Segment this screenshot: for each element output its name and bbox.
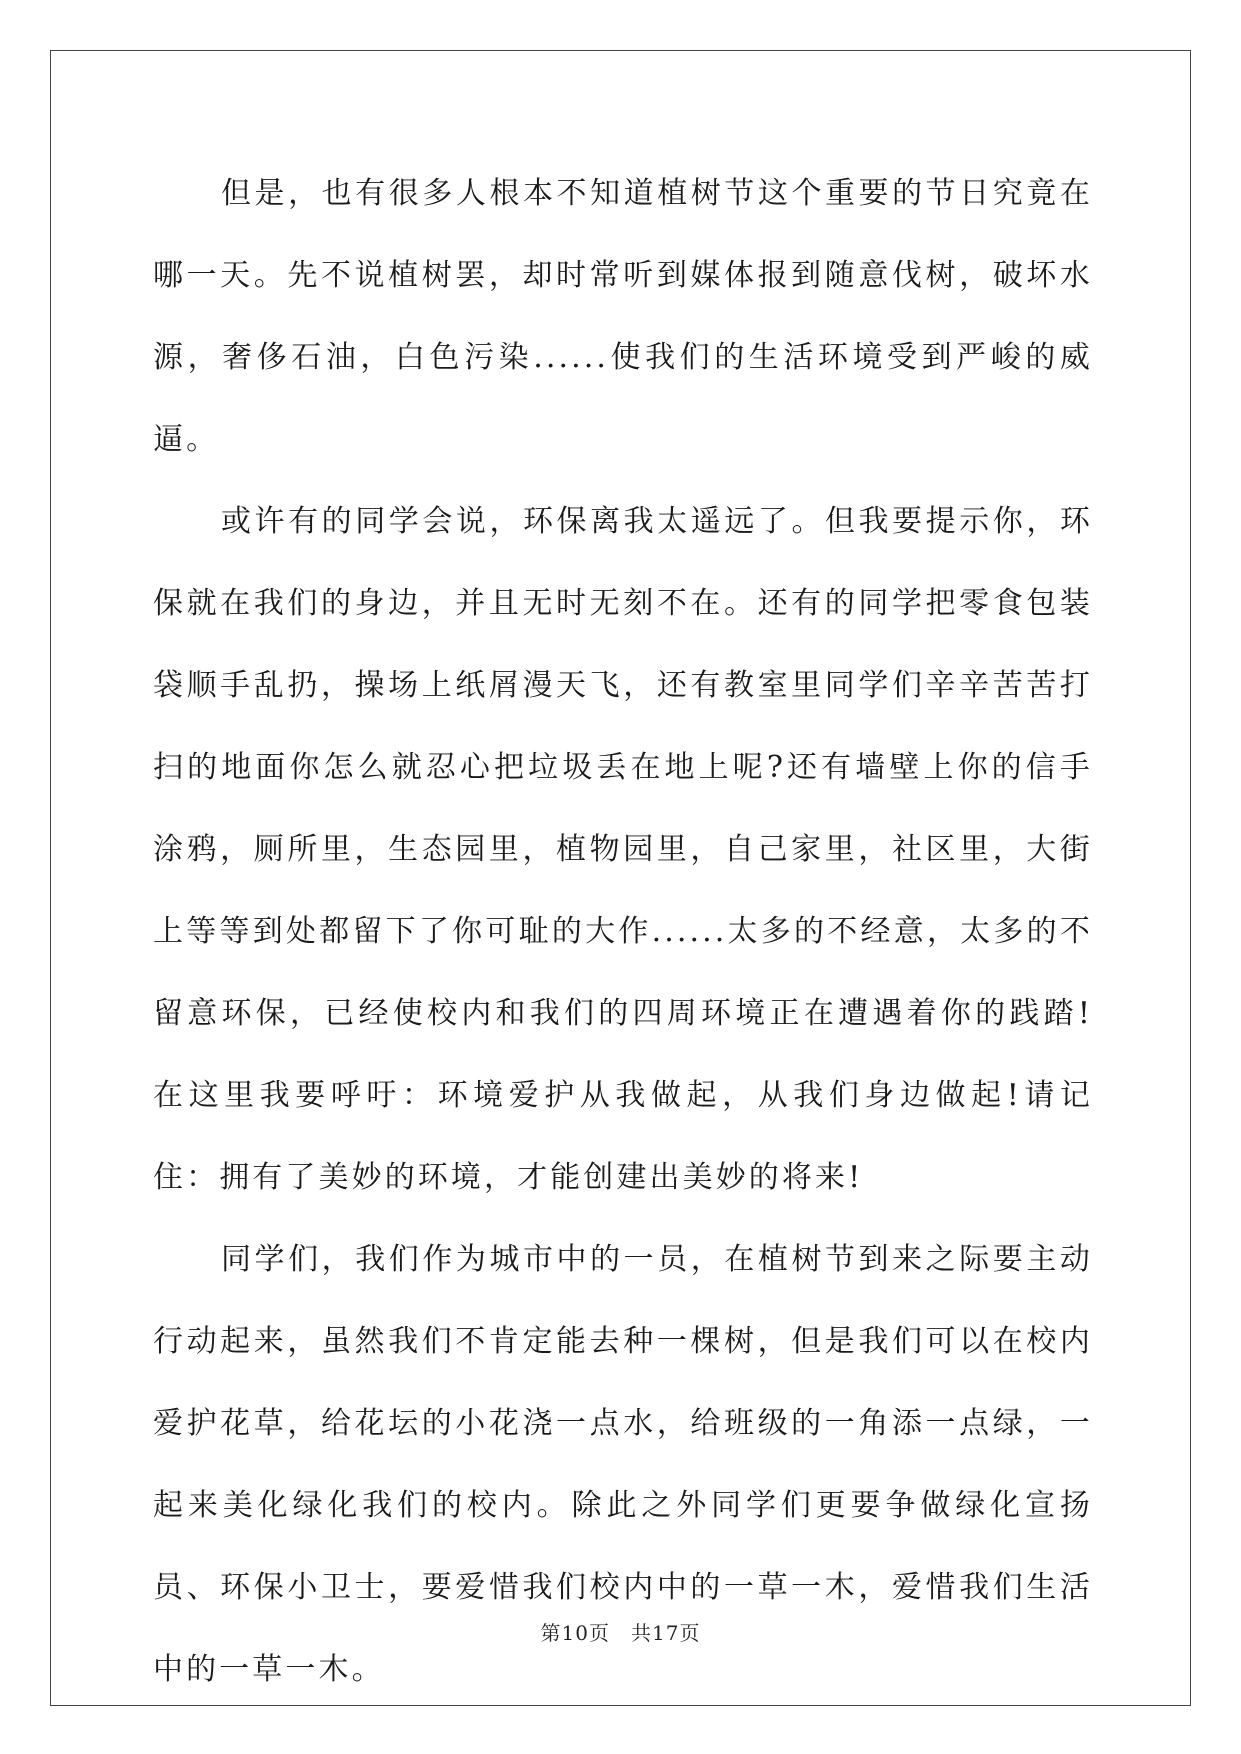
document-body xyxy=(153,153,1093,1711)
paragraph-2: 或许有的同学会说，环保离我太遥远了。但我要提示你，环保就在我们的身边，并且无时无刻不在。还有的同学把零食包装袋顺手乱扔，操场上纸屑漫天飞，还有教室里同学们辛辛苦苦打扫的地面你怎么就忍心把垃圾丢在地上呢?还有墙壁上你的信手涂鸦，厕所里，生态园里，植物园里，自己家里，社区里，大街上等等到处都留下了你可耻的大作......太多的不经意，太多的不留意环保，已经使校内和我们的四周环境正在遭遇着你的践踏!在这里我要呼吁：环境爱护从我做起，从我们身边做起!请记住：拥有了美妙的环境，才能创建出美妙的将来! xyxy=(153,504,1093,1195)
paragraph-3: 同学们，我们作为城市中的一员，在植树节到来之际要主动行动起来，虽然我们不肯定能去种一棵树，但是我们可以在校内爱护花草，给花坛的小花浇一点水，给班级的一角添一点绿，一起来美化绿化我们的校内。除此之外同学们更要争做绿化宣扬员、环保小卫士，要爱惜我们校内中的一草一木，爱惜我们生活中的一草一木。 xyxy=(153,1242,1093,1687)
page-number: 第10页 共17页 xyxy=(540,1621,701,1645)
paragraph-1: 但是，也有很多人根本不知道植树节这个重要的节日究竟在哪一天。先不说植树罢，却时常听到媒体报到随意伐树，破坏水源，奢侈石油，白色污染......使我们的生活环境受到严峻的威逼。 xyxy=(153,176,1093,457)
page-footer xyxy=(0,1617,1241,1646)
